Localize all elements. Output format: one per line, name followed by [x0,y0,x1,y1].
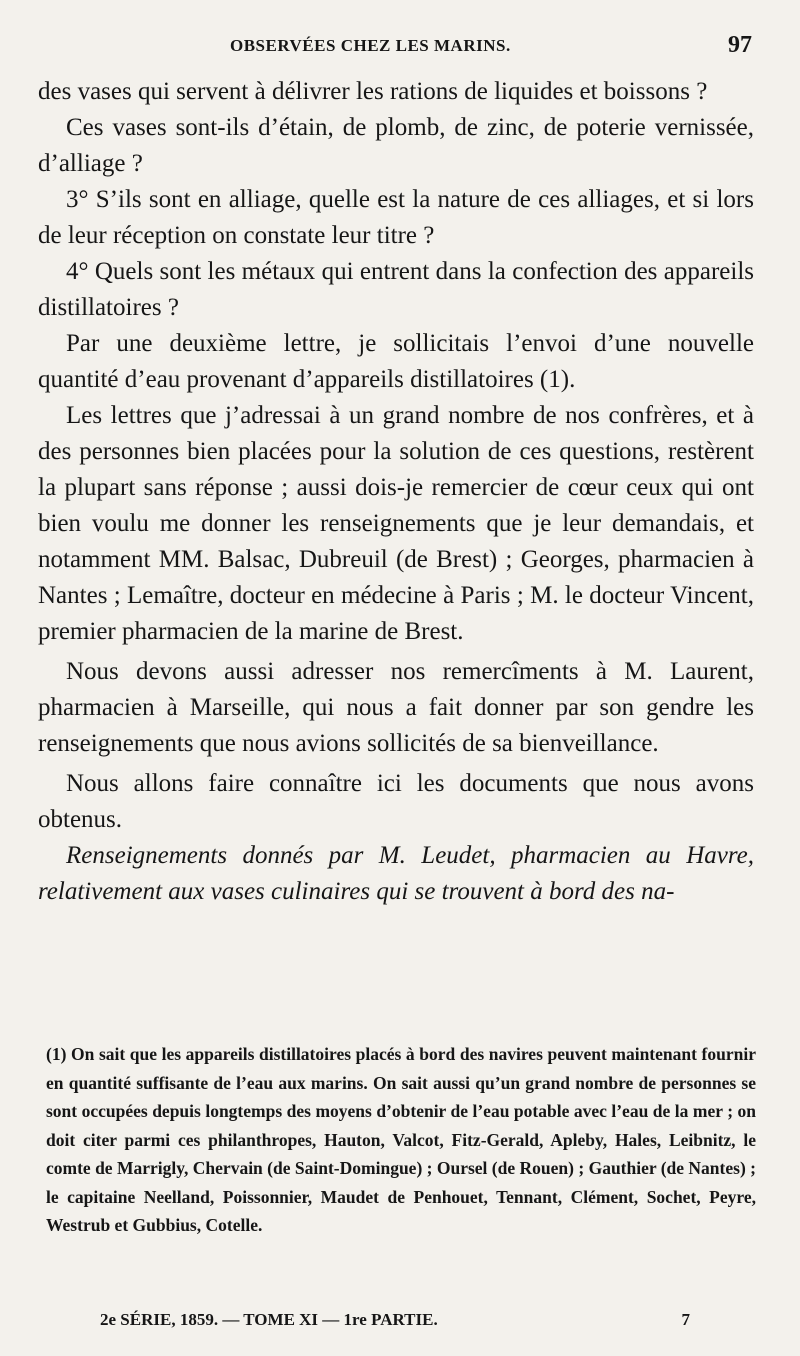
paragraph: Nous allons faire connaître ici les documents que nous avons obtenus. [38,770,754,833]
main-text [38,74,754,910]
paragraph: Ces vases sont-ils d’étain, de plomb, de zinc, de poterie vernissée, d’alliage ? [38,114,754,177]
paragraph: des vases qui servent à délivrer les rations de liquides et boissons ? [38,78,708,105]
page-number: 97 [728,32,752,58]
paragraph: Nous devons aussi adresser nos remercîments à M. Laurent, pharmacien à Marseille, qui nous a fait donner par son gendre les renseignements que nous avions sollicités de sa bienveillance. [38,658,754,757]
paragraph: Les lettres que j’adressai à un grand nombre de nos confrères, et à des personnes bien placées pour la solution de ces questions, restèrent la plupart sans réponse ; aussi dois-je remercier de cœur ceux qui ont bien voulu me donner les renseignements que je leur demandais, et notamment MM. Balsac, Dubreuil (de Brest) ; Georges, pharmacien à Nantes ; Lemaître, docteur en médecine à Paris ; M. le docteur Vincent, premier pharmacien de la marine de Brest. [38,402,754,645]
page-header [40,32,752,62]
footnote [46,1040,756,1240]
paragraph: Par une deuxième lettre, je sollicitais l’envoi d’une nouvelle quantité d’eau provenant d’appareils distillatoires (1). [38,330,754,393]
printer-signature [100,1310,690,1340]
signature-mark: 7 [681,1310,690,1329]
section-heading: Renseignements donnés par M. Leudet, pharmacien au Havre, relativement aux vases culinaires qui se trouvent à bord des na- [38,842,754,905]
signature-series: 2e SÉRIE, 1859. — TOME XI — 1re PARTIE. [100,1310,438,1329]
running-title: OBSERVÉES CHEZ LES MARINS. [230,36,511,55]
paragraph: 4° Quels sont les métaux qui entrent dans la confection des appareils distillatoires ? [38,258,754,321]
footnote-text: (1) On sait que les appareils distillatoires placés à bord des navires peuvent maintenant fournir en quantité suffisante de l’eau aux marins. On sait aussi qu’un grand nombre de personnes se sont occupées depuis longtemps des moyens d’obtenir de l’eau potable avec l’eau de la mer ; on doit citer parmi ces philanthropes, Hauton, Valcot, Fitz-Gerald, Apleby, Hales, Leibnitz, le comte de Marrigly, Chervain (de Saint-Domingue) ; Oursel (de Rouen) ; Gauthier (de Nantes) ; le capitaine Neelland, Poissonnier, Maudet de Penhouet, Tennant, Clément, Sochet, Peyre, Westrub et Gubbius, Cotelle. [46,1044,756,1235]
paragraph: 3° S’ils sont en alliage, quelle est la nature de ces alliages, et si lors de leur réception on constate leur titre ? [38,186,754,249]
